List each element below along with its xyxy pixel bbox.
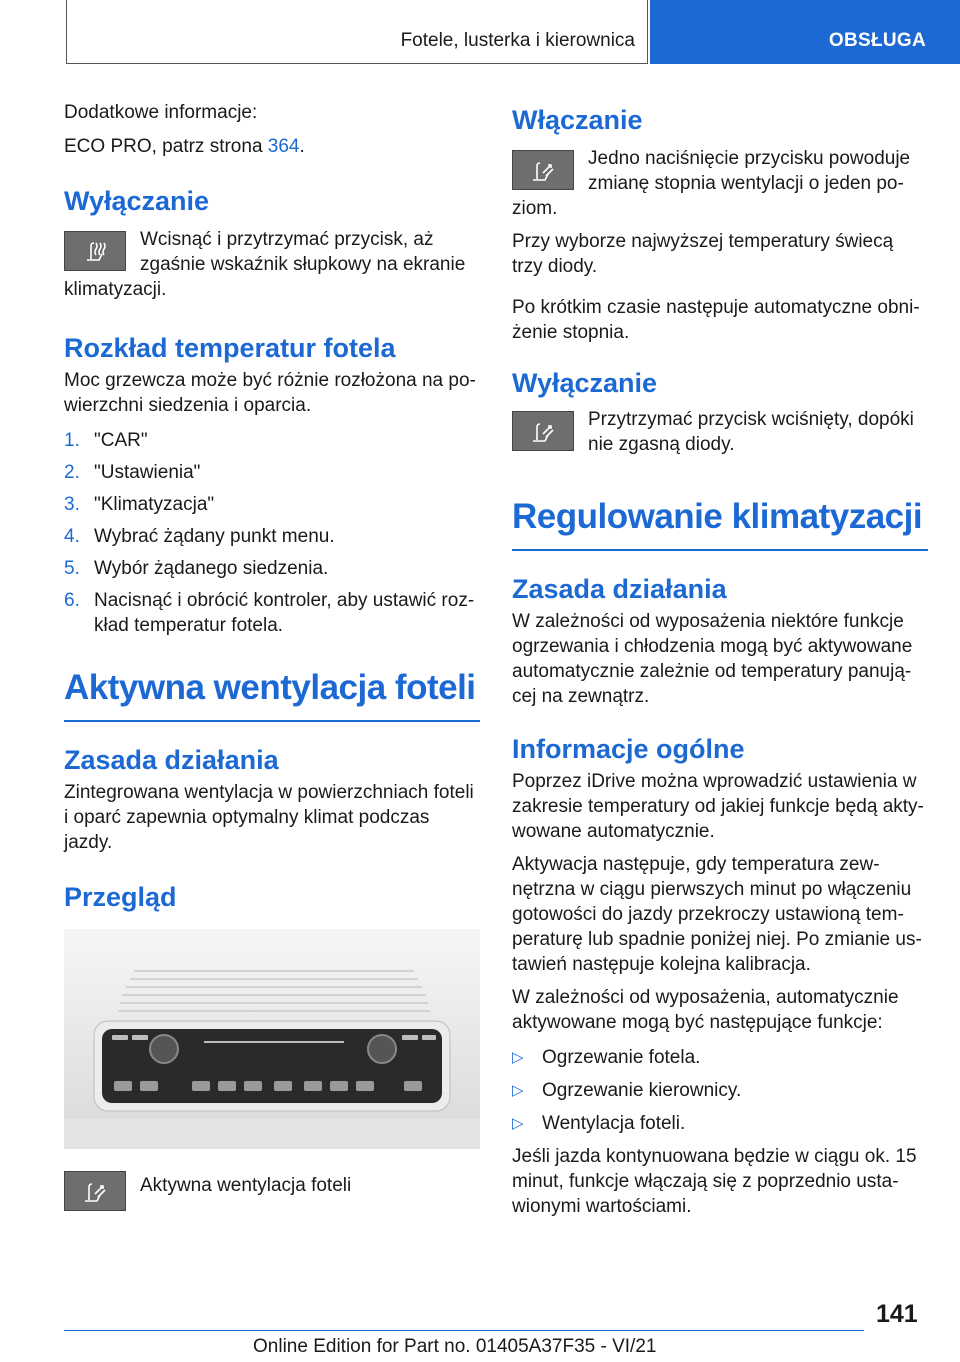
- page-number: 141: [876, 1300, 918, 1328]
- on-text: Jedno naciśnięcie przycisku powoduje zmianę stopnia wentylacji o jeden poziom.: [512, 148, 911, 219]
- off-instruction-right: [512, 407, 928, 457]
- step-number: 2.: [64, 462, 80, 483]
- heading-climate-control: Regulowanie klimatyzacji: [512, 497, 923, 536]
- bullet-triangle-icon: ▷: [512, 1115, 524, 1132]
- heading-temperature-distribution: Rozkład temperatur fotela: [64, 333, 396, 363]
- steps-list: [64, 428, 480, 638]
- edition-text: Online Edition for Part no. 01405A37F35 - VI/21: [253, 1336, 657, 1357]
- general-text-3: W zależności od wyposażenia, automatycznie aktywowane mogą być następujące funkcje:: [512, 987, 899, 1033]
- final-text: Jeśli jazda kontynuowana będzie w ciągu ok. 15 minut, funkcje włączają się z poprzednio ustawionymi wartościami.: [512, 1146, 917, 1217]
- heading-off-right: Wyłączanie: [512, 368, 658, 398]
- list-item: [512, 1078, 928, 1103]
- general-text-1: Poprzez iDrive można wprowadzić ustawienia w zakresie temperatury od jakiej funkcje będą aktywowane automatycznie.: [512, 771, 924, 842]
- general-text-2: Aktywacja następuje, gdy temperatura zewnętrzna w ciągu pierwszych minut po włączeniu gotowości do jazdy przekroczy ustawioną temperaturę lub spadnie poniżej niej. Po zmianie ustawień następuje kolejna kalibracja.: [512, 854, 922, 975]
- header-title-box: [66, 0, 648, 64]
- caption-row: [64, 1167, 480, 1213]
- auto-functions-list: [512, 1045, 928, 1136]
- bullet-triangle-icon: ▷: [512, 1049, 524, 1066]
- list-item: [512, 1111, 928, 1136]
- heading-rule: [512, 549, 928, 551]
- section-label: OBSŁUGA: [828, 30, 926, 51]
- step-text: "Ustawienia": [94, 462, 201, 483]
- off-instruction: [64, 227, 480, 302]
- off-text-right: Przytrzymać przycisk wciśnięty, dopóki nie zgasną diody.: [588, 409, 914, 455]
- left-column: [64, 100, 480, 1213]
- bullet-triangle-icon: ▷: [512, 1082, 524, 1099]
- on-instruction: [512, 146, 928, 221]
- step-number: 1.: [64, 430, 80, 451]
- step-number: 6.: [64, 590, 80, 611]
- heading-general-info: Informacje ogólne: [512, 734, 745, 764]
- right-column: [512, 104, 928, 1219]
- intro-line-1: Dodatkowe informacje:: [64, 102, 258, 123]
- bullet-text: Ogrzewanie fotela.: [542, 1047, 701, 1068]
- step-number: 5.: [64, 558, 80, 579]
- off-text: Wcisnąć i przytrzymać przycisk, aż zgaśnie wskaźnik słupkowy na ekranie klimatyzacji.: [64, 229, 466, 300]
- step-text: Wybrać żądany punkt menu.: [94, 526, 335, 547]
- list-item: [64, 588, 480, 638]
- chapter-title: Fotele, lusterka i kierownica: [400, 30, 635, 51]
- seat-ventilation-icon: [64, 1171, 126, 1211]
- step-number: 4.: [64, 526, 80, 547]
- heading-rule: [64, 720, 480, 722]
- step-text: "Klimatyzacja": [94, 494, 215, 515]
- seat-ventilation-icon: [512, 150, 574, 190]
- on-text-3: Po krótkim czasie następuje automatyczne obniżenie stopnia.: [512, 297, 920, 343]
- step-number: 3.: [64, 494, 80, 515]
- page-header: [66, 0, 960, 66]
- heading-overview: Przegląd: [64, 882, 177, 912]
- heading-active-ventilation: Aktywna wentylacja foteli: [64, 668, 476, 707]
- heading-on: Włączanie: [512, 105, 643, 135]
- heading-principle-right: Zasada działania: [512, 574, 727, 604]
- list-item: [64, 492, 480, 517]
- on-text-2: Przy wyborze najwyższej temperatury świecą trzy diody.: [512, 231, 894, 277]
- heading-principle: Zasada działania: [64, 745, 279, 775]
- intro-text: ECO PRO, patrz strona: [64, 136, 268, 157]
- seat-ventilation-icon: [512, 411, 574, 451]
- list-item: [64, 556, 480, 581]
- seat-heating-icon: [64, 231, 126, 271]
- step-text: Wybór żądanego siedzenia.: [94, 558, 329, 579]
- distribution-text: Moc grzewcza może być różnie rozłożona na powierzchni siedzenia i oparcia.: [64, 370, 476, 416]
- list-item: [64, 524, 480, 549]
- intro-suffix: .: [299, 136, 305, 157]
- step-text: Nacisnąć i obrócić kontroler, aby ustawić rozkład temperatur fotela.: [94, 590, 475, 636]
- page-reference-link[interactable]: 364: [267, 136, 300, 157]
- climate-panel-photo: [64, 929, 480, 1149]
- list-item: [64, 428, 480, 453]
- principle-text: Zintegrowana wentylacja w powierzchniach foteli i oparć zapewnia optymalny klimat podczas jazdy.: [64, 782, 474, 853]
- footer-rule: [64, 1330, 864, 1331]
- principle-text-right: W zależności od wyposażenia niektóre funkcje ogrzewania i chłodzenia mogą być aktywowane automatycznie zależnie od temperatury panującej na zewnątrz.: [512, 611, 913, 707]
- list-item: [64, 460, 480, 485]
- section-tab: [650, 0, 960, 64]
- bullet-text: Wentylacja foteli.: [542, 1113, 686, 1134]
- caption-text: Aktywna wentylacja foteli: [140, 1175, 352, 1196]
- list-item: [512, 1045, 928, 1070]
- step-text: "CAR": [94, 430, 148, 451]
- intro-line-2: [64, 134, 480, 159]
- heading-off: Wyłączanie: [64, 186, 210, 216]
- bullet-text: Ogrzewanie kierownicy.: [542, 1080, 742, 1101]
